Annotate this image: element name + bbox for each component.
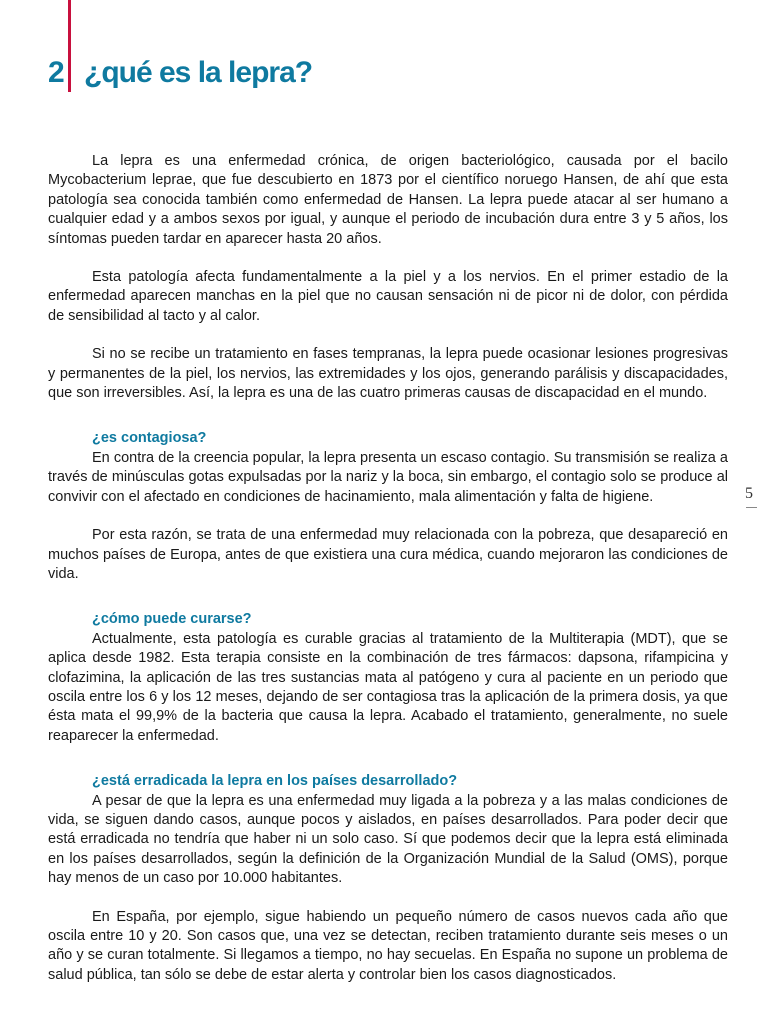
section-heading-eradication: ¿está erradicada la lepra en los países desarrollado? xyxy=(92,773,458,790)
page-number: 5 xyxy=(745,485,753,502)
page-number-rule xyxy=(746,507,757,508)
section-heading-cure: ¿cómo puede curarse? xyxy=(92,611,252,628)
contagion-paragraph-1: En contra de la creencia popular, la lepra presenta un escaso contagio. Su transmisión se realiza a través de minúsculas gotas expulsadas por la nariz y la boca, sin embargo, el contagio solo se produce al convivir con el afectado en condiciones de hacinamiento, mala alimentación y falta de higiene. xyxy=(48,449,728,505)
chapter-title: ¿qué es la lepra? xyxy=(84,56,313,89)
cure-paragraph-1: Actualmente, esta patología es curable gracias al tratamiento de la Multiterapia (MDT), que se aplica desde 1982. Esta terapia consiste en la combinación de tres fármacos: dapsona, rifampicina y clofazimina, la aplicación de las tres sustancias mata al patógeno y cura al paciente en un periodo que oscila entre los 6 y los 12 meses, dejando de ser contagiosa tras la aplicación de la primera dosis, ya que ésta mata el 99,9% de la bacteria que causa la lepra. Acabado el tratamiento, generalmente, no suele reaparecer la enfermedad. xyxy=(48,630,728,744)
intro-paragraph-3: Si no se recibe un tratamiento en fases tempranas, la lepra puede ocasionar lesiones progresivas y permanentes de la piel, los nervios, las extremidades y los ojos, generando parálisis y discapacidades, que son irreversibles. Así, la lepra es una de las cuatro primeras causas de discapacidad en el mundo. xyxy=(48,346,728,402)
eradication-paragraph-1: A pesar de que la lepra es una enfermedad muy ligada a la pobreza y a las malas condiciones de vida, se siguen dando casos, aunque pocos y aislados, en países desarrollados. Para poder decir que está erradicada no tendría que haber ni un solo caso. Sí que podemos decir que la lepra está eliminada en los países desarrollados, según la definición de la Organización Mundial de la Salud (OMS), porque hay menos de un caso por 10.000 habitantes. xyxy=(48,792,728,887)
intro-paragraph-1: La lepra es una enfermedad crónica, de origen bacteriológico, causada por el bacilo Mycobacterium leprae, que fue descubierto en 1873 por el científico noruego Hansen, de ahí que esta patología sea conocida también como enfermedad de Hansen. La lepra puede atacar al ser humano a cualquier edad y a ambos sexos por igual, y aunque el periodo de incubación dura entre 3 y 5 años, los síntomas pueden tardar en aparecer hasta 20 años. xyxy=(48,153,728,247)
eradication-paragraph-2: En España, por ejemplo, sigue habiendo un pequeño número de casos nuevos cada año que oscila entre 10 y 20. Son casos que, una vez se detectan, reciben tratamiento durante seis meses o un año y se curan totalmente. Si llegamos a tiempo, no hay secuelas. En España no supone un problema de salud pública, tan sólo se debe de estar alerta y controlar bien los casos diagnosticados. xyxy=(48,908,728,983)
contagion-paragraph-2: Por esta razón, se trata de una enfermedad muy relacionada con la pobreza, que desapareció en muchos países de Europa, antes de que existiera una cura médica, cuando mejoraron las condiciones de vida. xyxy=(48,527,728,582)
intro-paragraph-2: Esta patología afecta fundamentalmente a la piel y a los nervios. En el primer estadio de la enfermedad aparecen manchas en la piel que no causan sensación ni de picor ni de dolor, con pérdida de sensibilidad al tacto y al calor. xyxy=(48,269,728,324)
document-body xyxy=(48,152,728,985)
chapter-number: 2 xyxy=(48,56,64,89)
chapter-divider-bar xyxy=(68,0,71,92)
section-heading-contagion: ¿es contagiosa? xyxy=(92,430,207,447)
